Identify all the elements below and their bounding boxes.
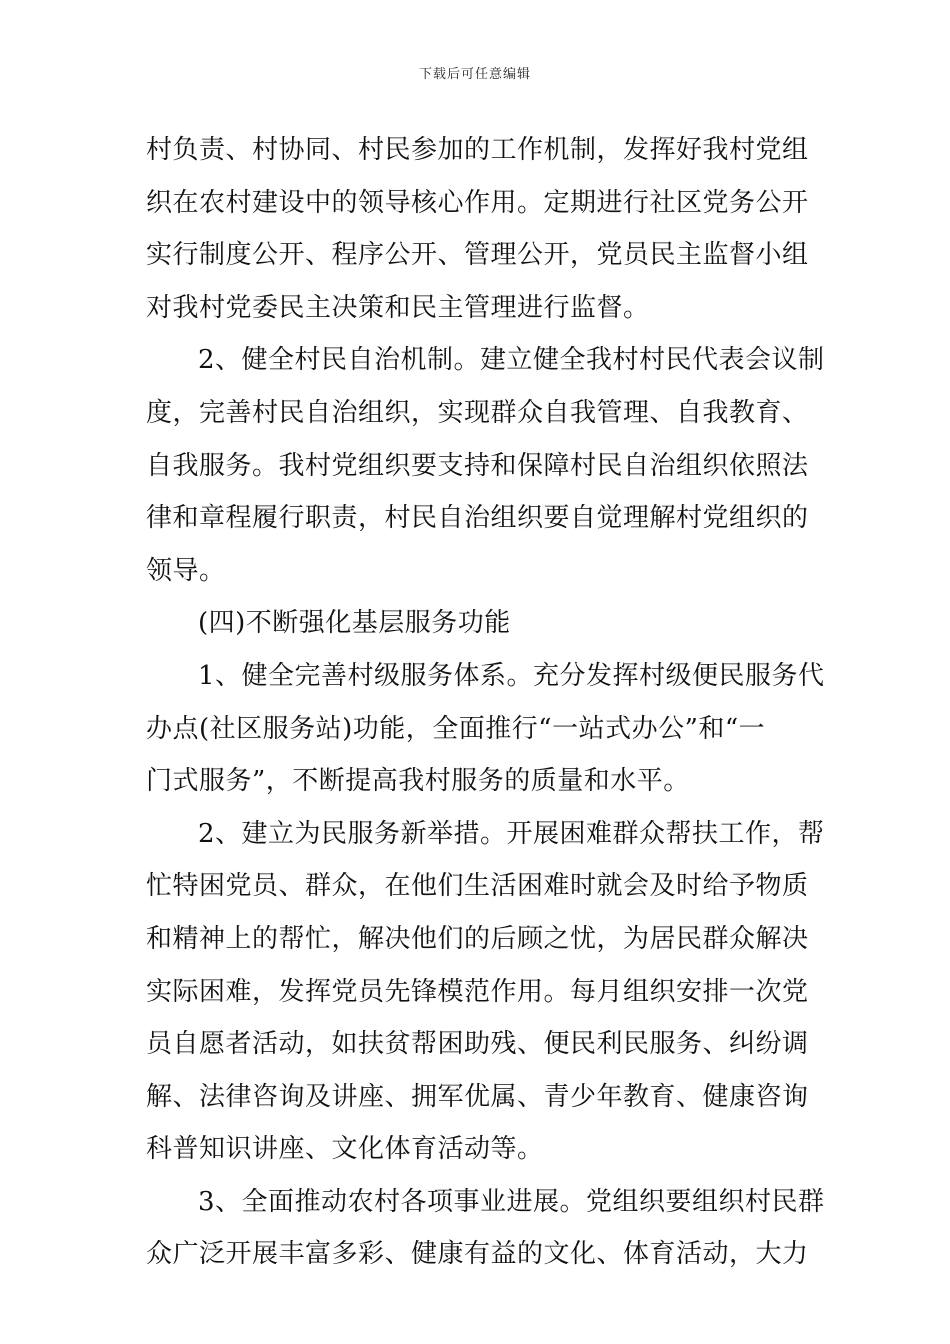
document-body [146, 124, 825, 1281]
text-line: 2、建立为民服务新举措。开展困难群众帮扶工作，帮 [198, 818, 825, 849]
text-line: 实际困难，发挥党员先锋模范作用。每月组织安排一次党 [146, 976, 809, 1007]
text-line: 织在农村建设中的领导核心作用。定期进行社区党务公开 [146, 187, 809, 218]
text-line: 领导。 [146, 555, 226, 586]
text-line: 3、全面推动农村各项事业进展。党组织要组织村民群 [198, 1186, 825, 1217]
text-line: 门式服务”，不断提高我村服务的质量和水平。 [146, 766, 690, 797]
text-line: 自我服务。我村党组织要支持和保障村民自治组织依照法 [146, 450, 809, 481]
text-line: 和精神上的帮忙，解决他们的后顾之忧，为居民群众解决 [146, 923, 809, 954]
text-line: 1、健全完善村级服务体系。充分发挥村级便民服务代 [198, 660, 825, 691]
text-line: 2、健全村民自治机制。建立健全我村村民代表会议制 [198, 345, 825, 376]
text-line: 众广泛开展丰富多彩、健康有益的文化、体育活动，大力 [146, 1239, 809, 1270]
text-line: 忙特困党员、群众，在他们生活困难时就会及时给予物质 [146, 871, 809, 902]
text-line: 度，完善村民自治组织，实现群众自我管理、自我教育、 [146, 397, 809, 428]
text-line: 解、法律咨询及讲座、拥军优属、青少年教育、健康咨询 [146, 1081, 809, 1112]
text-line: 科普知识讲座、文化体育活动等。 [146, 1134, 544, 1165]
section-heading: (四)不断强化基层服务功能 [198, 608, 511, 639]
text-line: 村负责、村协同、村民参加的工作机制，发挥好我村党组 [146, 135, 809, 165]
page-header: 下载后可任意编辑 [418, 67, 531, 82]
text-line: 办点(社区服务站)功能，全面推行“一站式办公”和“一 [146, 713, 766, 744]
text-line: 律和章程履行职责，村民自治组织要自觉理解村党组织的 [146, 503, 809, 534]
text-line: 对我村党委民主决策和民主管理进行监督。 [146, 292, 650, 323]
text-line: 员自愿者活动，如扶贫帮困助残、便民利民服务、纠纷调 [146, 1029, 809, 1060]
text-line: 实行制度公开、程序公开、管理公开，党员民主监督小组 [146, 240, 809, 271]
